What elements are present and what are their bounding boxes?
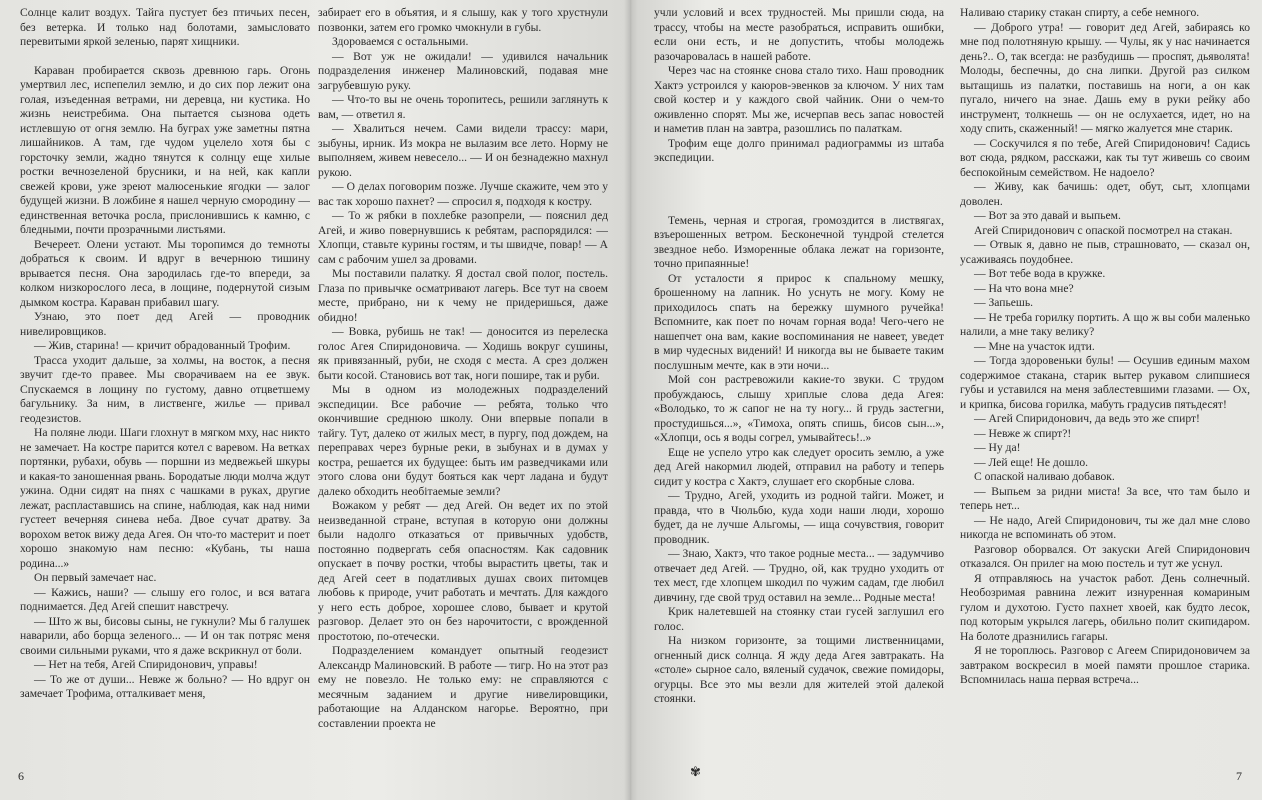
paragraph: С опаской наливаю добавок.: [974, 470, 1115, 483]
paragraph: — Вот уж не ожидали! — удивился начальник подразделения инженер Малиновский, подавая мне загрубевшую руку.: [318, 49, 608, 92]
paragraph: Наливаю старику стакан спирту, а себе немного.: [960, 6, 1200, 19]
left-page-column-1: [20, 6, 310, 768]
left-page: [0, 0, 630, 800]
paragraph: Мы в одном из молодежных подразделений экспедиции. Все рабочие — ребята, только что окончившие среднюю школу. Они впервые попали в тайгу. Тут, далеко от жилых мест, в пургу, под дождем, на переправах через бурные реки, в зыбунах и в думах у костра, решается их будущее: быть им разведчиками или этого слова они будут бояться как черт ладана и будут далеко обходить необітаемые земли?: [318, 383, 608, 498]
paragraph: Трасса уходит дальше, за холмы, на восток, а песня звучит где-то правее. Мы сворачиваем на ее звук. Спускаемся в лощину по густому, давно отцветшему багульнику. За ним, в лиственге, жилье — привал геодезистов.: [20, 353, 310, 425]
left-page-column-2: [318, 6, 608, 768]
right-page: [630, 0, 1262, 800]
paragraph: — Невже ж спирт?!: [974, 426, 1072, 440]
paragraph: — Отвык я, давно не пыв, страшновато, — сказал он, усаживаясь поудобнее.: [960, 238, 1250, 266]
paragraph: — Хвалиться нечем. Сами видели трассу: мари, зыбуны, ирник. Из мокра не вылазим все лето. Норму не выполняем, живем невесело... — И он безнадежно махнул рукою.: [318, 122, 608, 179]
paragraph: Вожаком у ребят — дед Агей. Он ведет их по этой неизведанной стране, вступая в которую они должны были надолго отказаться от привычных удобств, постоянно подвергать себя опасностям. Как садовник опускает в почву ростки, чтобы вырастить цветы, так и дед Агей сеет в податливых душах своих питомцев любовь к природе, учит работать и мечтать. Для каждого у него есть доброе, хорошее слово, бывает и крутой разговор. Делает это он без нарочитости, с врожденной простотою, по-отечески.: [318, 499, 608, 643]
right-page-number: 7: [1236, 769, 1242, 783]
paragraph: — Кажись, наши? — слышу его голос, и вся ватага поднимается. Дед Агей спешит навстречу.: [20, 585, 310, 613]
paragraph: — Доброго утра! — говорит дед Агей, забираясь ко мне под полотняную крышу. — Чулы, як у нас начинается день?.. О, так всегда: не разбудишь — проспят, дьяволята! Молоды, беспечны, до сна липки. Другой раз силком вытащишь из палатки, поставишь на ноги, а он как пугало, ничего на знае. Дашь ему в руки рейку або инструмент, толкнешь — он не ослухается, идет, но на ходу спить, скаженный! — мягко жалуется мне старик.: [960, 20, 1250, 135]
paragraph: Я не тороплюсь. Разговор с Агеем Спиридоновичем за завтраком воскресил в моей памяти прошлое старика. Вспомнилась наша первая встреча...: [960, 644, 1250, 686]
paragraph: — Вовка, рубишь не так! — доносится из перелеска голос Агея Спиридоновича. — Ходишь вокруг сушины, як привязанный, руби, не сходя с места. А срез должен быти косой. Становись вот так, ноги пошире, так и руби.: [318, 325, 608, 382]
paragraph: От усталости я прирос к спальному мешку, брошенному на лапник. Но уснуть не могу. Кому не приходилось спать на бережку шумного ручейка! Вспомните, как поет по ночам горная вода! Чего-чего не нашепчет она вам, какие воспоминания не навеет, уведет в мир чудесных видений! И никогда вы не бываете таким послушным мечте, как в эти ночи...: [654, 271, 944, 372]
paragraph: Темень, черная и строгая, громоздится в листвягах, взъерошенных ветром. Бесконечной тундрой стелется звездное небо. Изморенные облака лежат на горизонте, точно припаянные!: [654, 213, 944, 270]
paragraph: Разговор оборвался. От закуски Агей Спиридонович отказался. Он прилег на мою постель и тут же уснул.: [960, 542, 1250, 570]
paragraph: — Жив, старина! — кричит обрадованный Трофим.: [34, 339, 291, 352]
paragraph: — Лей еще! Не дошло.: [974, 455, 1089, 469]
paragraph: — То ж рябки в похлебке разопрели, — пояснил дед Агей, и живо повернувшись к ребятам, распорядился: — Хлопци, ставьте курины гостям, и ты швидче, повар! — А сам с рабочим ушел за дровами.: [318, 209, 608, 266]
paragraph: Мы поставили палатку. Я достал свой полог, постель. Глаза по привычке осматривают лагерь. Все тут на своем месте, прибрано, ни к чему не придеришься, даже обидно!: [318, 267, 608, 324]
book-gutter: [624, 0, 638, 800]
paragraph: — Запьешь.: [974, 296, 1034, 309]
left-page-number: 6: [18, 769, 24, 783]
paragraph: Вечереет. Олени устают. Мы торопимся до темноты добраться к своим. И вдруг в вечернюю тишину врывается песня. Она зародилась где-то впереди, за колком низкорослого леса, в лощине, подернутой сизым дымком костра. Караван прибавил шагу.: [20, 237, 310, 309]
paragraph: Узнаю, это поет дед Агей — проводник нивелировщиков.: [20, 310, 310, 338]
paragraph: — Што ж вы, бисовы сыны, не гукнули? Мы б галушек наварили, або борща зеленого... — И он так потряс меня своими сильными руками, что я даже вскрикнул от боли.: [20, 614, 310, 657]
paragraph: Я отправляюсь на участок работ. День солнечный. Необозримая равнина лежит изнуренная комариным гулом и духотою. Густо пахнет хвоей, как будто лесок, под которым укрылся лагерь, обильно полит скипидаром. На болоте дразнились гагары.: [960, 571, 1250, 643]
paragraph: — Ну да!: [974, 441, 1021, 454]
paragraph: — На что вона мне?: [974, 281, 1074, 295]
paragraph: — Не треба горилку портить. А що ж вы соби маленько налили, а мне таку велику?: [960, 310, 1250, 338]
paragraph: Еще не успело утро как следует оросить землю, а уже дед Агей накормил людей, отправил на работу и теперь сидит у костра с Хактэ, слушает его скорбные слова.: [654, 445, 944, 488]
paragraph: учли условий и всех трудностей. Мы пришли сюда, на трассу, чтобы на месте разобраться, исправить ошибки, если они есть, и не допустить, чтобы молодежь разочаровалась в нашей работе.: [654, 6, 944, 63]
paragraph: — Выпьем за ридни миста! За все, что там было и теперь нет...: [960, 484, 1250, 512]
paragraph: — Вот тебе вода в кружке.: [974, 267, 1106, 280]
paragraph: — О делах поговорим позже. Лучше скажите, чем это у вас так хорошо пахнет? — спросил я, подходя к костру.: [318, 180, 608, 208]
paragraph: — То же от души... Невже ж больно? — Но вдруг он замечает Трофима, отталкивает меня,: [20, 672, 310, 700]
paragraph: Трофим еще долго принимал радиограммы из штаба экспедиции.: [654, 136, 944, 164]
paragraph: Здороваемся с остальными.: [332, 35, 469, 48]
paragraph: — Нет на тебя, Агей Спиридонович, управы!: [34, 658, 258, 671]
paragraph: Подразделением командует опытный геодезист Александр Малиновский. В работе — тигр. Но на этот раз ему не повезло. Не только ему: не справляются с месячным заданием и другие нивелировщики, работающие на Алданском нагорье. Вероятно, при составлении проекта не: [318, 644, 608, 730]
library-stamp-icon: ✾: [690, 764, 701, 779]
paragraph: — Мне на участок идти.: [974, 339, 1095, 353]
paragraph: — Что-то вы не очень торопитесь, решили заглянуть к вам, — ответил я.: [318, 93, 608, 121]
paragraph: На поляне люди. Шаги глохнут в мягком мху, нас никто не замечает. На костре парится котел с варевом. На ветках портянки, рубахи, обувь — поршни из медвежьей шкуры и какая-то заношенная рвань. Бородатые люди молча ждут ужина. Одни сидят на пнях с чашками в руках, другие лежат, распластавшись на спине, наблюдая, как над ними густеет вечерняя синева неба. Двое сучат дратву. За ворохом веток вижу деда Агея. Он что-то мастерит и поет хорошо знакомую нам песню: «Кубань, ты наша родина...»: [20, 426, 310, 570]
paragraph: Он первый замечает нас.: [34, 571, 157, 584]
paragraph: Крик налетевшей на стоянку стаи гусей заглушил его голос.: [654, 605, 944, 633]
paragraph: На низком горизонте, за тощими лиственницами, огненный диск солнца. Я жду деда Агея завтракать. На «столе» сырное сало, вяленый судачок, свежие помидоры, огурцы. Все это мы везли для жителей этой далекой стоянки.: [654, 634, 944, 705]
right-page-column-1: [654, 6, 944, 768]
paragraph: Караван пробирается сквозь древнюю гарь. Огонь умертвил лес, испепелил землю, и до сих пор лежит она голая, изъеденная ветрами, ни деревца, ни кустика. Но жизнь неистребима. Она пытается сызнова одеть истлевшую от огня землю. На буграх уже заметны пятна лишайников. А там, где чудом уцелело хотя бы с горсточку земли, жадно тянутся к солнцу еще хилые ростки вечнозеленой брусники, и на ней, как капли свежей крови, уже зреют малюсенькие ягодки — залог будущей жизни. В ложбине я нашел черную смородину — единственная веточка росла, прислонившись к камню, с бледными, почти прозрачными листьями.: [20, 63, 310, 236]
paragraph: Мой сон растревожили какие-то звуки. С трудом пробуждаюсь, слышу хриплые слова деда Агея: «Володько, то ж сапог не на ту ногу... й грудь застегни, простудишься...», «Тимоха, опять спишь, бисов сын...», «Хлопци, ось я воды согрел, умывайтесь!..»: [654, 373, 944, 444]
paragraph: — Тогда здоровеньки булы! — Осушив единым махом содержимое стакана, старик вытер рукавом слипшиеся губы и уставился на меня заблестевшими глазами. — Ох, и крипка, бисова горилка, мабуть градусив пятьдесят!: [960, 354, 1250, 411]
paragraph: Агей Спиридонович с опаской посмотрел на стакан.: [974, 223, 1233, 237]
paragraph: — Трудно, Агей, уходить из родной тайги. Может, и правда, что в Чюльбю, куда ходи наши люди, хорошо будет, да не лучше Альгомы, — ища сочувствия, говорит проводник.: [654, 489, 944, 546]
right-page-column-2: [960, 6, 1250, 768]
paragraph: — Живу, как бачишь: одет, обут, сыт, хлопцами доволен.: [960, 180, 1250, 208]
paragraph: забирает его в объятия, и я слышу, как у того хрустнули позвонки, затем его громко чмокнули в губы.: [318, 6, 608, 34]
paragraph: Через час на стоянке снова стало тихо. Наш проводник Хактэ устроился у каюров-эвенков за ключом. У них там свой костер и у каждого свой чайник. Они о чем-то оживленно спорят. Мы же, исчерпав весь запас новостей и наметив план на завтра, разошлись по палаткам.: [654, 64, 944, 135]
paragraph: — Не надо, Агей Спиридонович, ты же дал мне слово никогда не вспоминать об этом.: [960, 513, 1250, 541]
paragraph: Солнце калит воздух. Тайга пустует без птичьих песен, без ветерка. И только над болотами, замысловато перевитыми яркой зеленью, парят хищники.: [20, 6, 310, 48]
paragraph: — Знаю, Хактэ, что такое родные места... — задумчиво отвечает дед Агей. — Трудно, ой, как трудно уходить от тех мест, где хлопцем шкодил по чужим садам, где любил дивчину, где свой труд оставил на земле... Родные места!: [654, 547, 944, 604]
paragraph: — Агей Спиридонович, да ведь это же спирт!: [974, 412, 1200, 425]
paragraph: — Вот за это давай и выпьем.: [974, 209, 1121, 222]
paragraph: — Соскучился я по тебе, Агей Спиридонович! Садись вот сюда, рядком, расскажи, как ты тут живешь со своим беспокойным семейством. Не надоело?: [960, 136, 1250, 179]
